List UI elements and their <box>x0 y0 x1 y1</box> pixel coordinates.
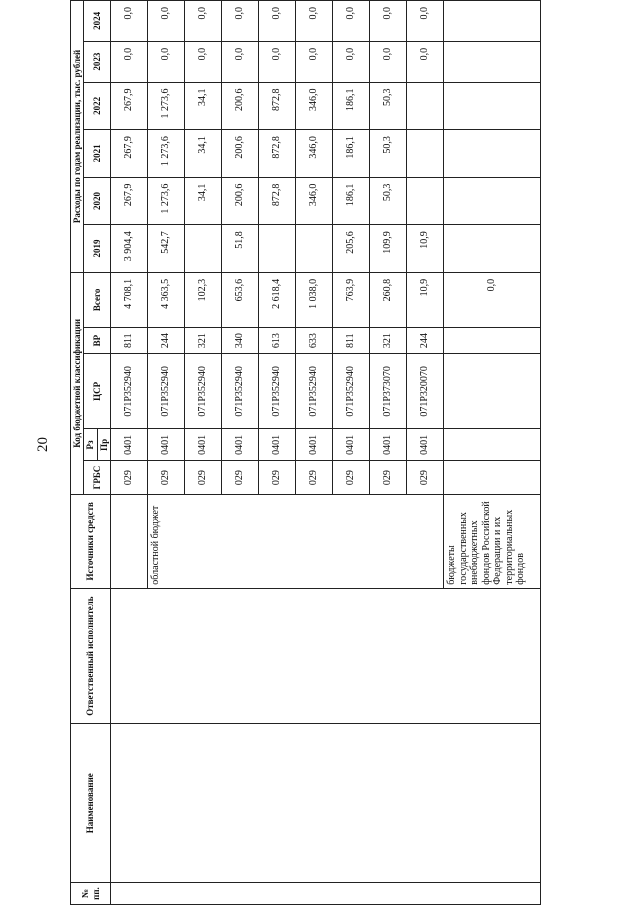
cell-2019 <box>185 225 222 273</box>
cell-2020: 267,9 <box>111 177 148 225</box>
cell-vr: 321 <box>185 327 222 353</box>
cell-rzpr: 0401 <box>148 429 185 461</box>
cell-grbs: 029 <box>259 461 296 495</box>
cell-csr: 071P352940 <box>333 354 370 429</box>
cell-rzpr: 0401 <box>333 429 370 461</box>
cell-2022: 50,3 <box>370 82 407 130</box>
cell-total: 260,8 <box>370 272 407 327</box>
cell-2019 <box>259 225 296 273</box>
cell-grbs: 029 <box>333 461 370 495</box>
cell-2020: 200,6 <box>222 177 259 225</box>
cell-2019: 51,8 <box>222 225 259 273</box>
cell-total: 4 363,5 <box>148 272 185 327</box>
cell-2021: 267,9 <box>111 130 148 178</box>
cell-2022: 200,6 <box>222 82 259 130</box>
cell-2020 <box>407 177 444 225</box>
cell-2023: 0,0 <box>111 41 148 82</box>
cell-2024: 0,0 <box>259 1 296 42</box>
cell-2024: 0,0 <box>148 1 185 42</box>
cell-2024: 0,0 <box>111 1 148 42</box>
rotated-page <box>70 0 630 905</box>
cell-2019: 542,7 <box>148 225 185 273</box>
header-total: Всего <box>84 272 111 327</box>
cell-2024: 0,0 <box>185 1 222 42</box>
cell-rzpr: 0401 <box>370 429 407 461</box>
cell-csr: 071P352940 <box>296 354 333 429</box>
table-body <box>111 1 541 905</box>
cell-2019: 10,9 <box>407 225 444 273</box>
cell-2024: 0,0 <box>296 1 333 42</box>
header-expenses: Расходы по годам реализации, тыс. рублей <box>71 1 84 273</box>
header-year-2022: 2022 <box>84 82 111 130</box>
cell-2022: 186,1 <box>333 82 370 130</box>
cell-csr: 071P352940 <box>222 354 259 429</box>
cell-2020: 1 273,6 <box>148 177 185 225</box>
header-csr: ЦСР <box>84 354 111 429</box>
cell-grbs <box>444 461 541 495</box>
cell-2019 <box>444 225 541 273</box>
cell-2021: 50,3 <box>370 130 407 178</box>
header-year-2021: 2021 <box>84 130 111 178</box>
cell-csr: 071P352940 <box>185 354 222 429</box>
cell-vr: 613 <box>259 327 296 353</box>
cell-rzpr: 0401 <box>111 429 148 461</box>
cell-2021 <box>407 130 444 178</box>
cell-grbs: 029 <box>296 461 333 495</box>
cell-source-funds: бюджеты государственных внебюджетных фондов Российской Федерации и их территориальных фондов <box>444 494 541 588</box>
header-year-2023: 2023 <box>84 41 111 82</box>
cell-rzpr: 0401 <box>259 429 296 461</box>
cell-2019 <box>296 225 333 273</box>
cell-2022: 346,0 <box>296 82 333 130</box>
cell-vr: 244 <box>148 327 185 353</box>
cell-total: 0,0 <box>444 272 541 327</box>
cell-2021: 186,1 <box>333 130 370 178</box>
cell-source-empty <box>111 494 148 588</box>
cell-2023: 0,0 <box>259 41 296 82</box>
cell-2023: 0,0 <box>407 41 444 82</box>
cell-2019: 3 904,4 <box>111 225 148 273</box>
cell-2022: 267,9 <box>111 82 148 130</box>
cell-rzpr <box>444 429 541 461</box>
cell-csr: 071P320070 <box>407 354 444 429</box>
cell-2021: 1 273,6 <box>148 130 185 178</box>
cell-2021: 34,1 <box>185 130 222 178</box>
cell-source-regional: областной бюджет <box>148 494 444 588</box>
cell-2021: 872,8 <box>259 130 296 178</box>
cell-vr: 321 <box>370 327 407 353</box>
cell-2024: 0,0 <box>222 1 259 42</box>
cell-2024: 0,0 <box>407 1 444 42</box>
cell-grbs: 029 <box>111 461 148 495</box>
cell-grbs: 029 <box>370 461 407 495</box>
cell-total: 4 708,1 <box>111 272 148 327</box>
header-year-2024: 2024 <box>84 1 111 42</box>
cell-grbs: 029 <box>222 461 259 495</box>
cell-2022 <box>407 82 444 130</box>
header-sources: Источники средств <box>71 494 111 588</box>
cell-2024: 0,0 <box>370 1 407 42</box>
cell-2020: 50,3 <box>370 177 407 225</box>
cell-grbs: 029 <box>407 461 444 495</box>
cell-vr: 811 <box>111 327 148 353</box>
cell-2024: 0,0 <box>333 1 370 42</box>
cell-2022 <box>444 82 541 130</box>
cell-executor <box>111 588 541 724</box>
cell-grbs: 029 <box>185 461 222 495</box>
header-name: Наименование <box>71 724 111 883</box>
cell-total: 102,3 <box>185 272 222 327</box>
cell-2020: 186,1 <box>333 177 370 225</box>
cell-2023 <box>444 41 541 82</box>
cell-vr: 244 <box>407 327 444 353</box>
cell-2023: 0,0 <box>148 41 185 82</box>
cell-2023: 0,0 <box>185 41 222 82</box>
cell-2024 <box>444 1 541 42</box>
table-row <box>111 1 148 905</box>
cell-vr <box>444 327 541 353</box>
header-year-2019: 2019 <box>84 225 111 273</box>
cell-2023: 0,0 <box>296 41 333 82</box>
header-rz: Рз <box>84 429 97 461</box>
cell-name <box>111 724 541 883</box>
cell-2020: 872,8 <box>259 177 296 225</box>
cell-2021: 346,0 <box>296 130 333 178</box>
cell-total: 10,9 <box>407 272 444 327</box>
header-vr: ВР <box>84 327 111 353</box>
cell-2022: 1 273,6 <box>148 82 185 130</box>
cell-csr: 071P352940 <box>259 354 296 429</box>
header-year-2020: 2020 <box>84 177 111 225</box>
page-number: 20 <box>35 437 51 452</box>
header-grbs: ГРБС <box>84 461 111 495</box>
cell-total: 1 038,0 <box>296 272 333 327</box>
cell-rzpr: 0401 <box>185 429 222 461</box>
cell-2023: 0,0 <box>370 41 407 82</box>
cell-csr: 071P373070 <box>370 354 407 429</box>
cell-2019: 205,6 <box>333 225 370 273</box>
cell-2020: 34,1 <box>185 177 222 225</box>
cell-2020: 346,0 <box>296 177 333 225</box>
cell-rzpr: 0401 <box>222 429 259 461</box>
cell-csr: 071P352940 <box>148 354 185 429</box>
cell-2023: 0,0 <box>333 41 370 82</box>
cell-grbs: 029 <box>148 461 185 495</box>
cell-2023: 0,0 <box>222 41 259 82</box>
cell-total: 763,9 <box>333 272 370 327</box>
cell-2022: 34,1 <box>185 82 222 130</box>
cell-vr: 811 <box>333 327 370 353</box>
cell-total: 653,6 <box>222 272 259 327</box>
cell-vr: 633 <box>296 327 333 353</box>
cell-2021 <box>444 130 541 178</box>
cell-2019: 109,9 <box>370 225 407 273</box>
cell-rzpr: 0401 <box>296 429 333 461</box>
cell-vr: 340 <box>222 327 259 353</box>
cell-num <box>111 883 541 905</box>
header-num: № пп. <box>71 883 111 905</box>
header-executor: Ответственный исполнитель <box>71 588 111 724</box>
cell-2022: 872,8 <box>259 82 296 130</box>
cell-csr <box>444 354 541 429</box>
cell-total: 2 618,4 <box>259 272 296 327</box>
cell-rzpr: 0401 <box>407 429 444 461</box>
cell-csr: 071P352940 <box>111 354 148 429</box>
cell-2021: 200,6 <box>222 130 259 178</box>
header-budget-code: Код бюджетной классификации <box>71 272 84 494</box>
budget-table <box>70 0 541 905</box>
cell-2020 <box>444 177 541 225</box>
header-pr: Пр <box>97 429 110 461</box>
